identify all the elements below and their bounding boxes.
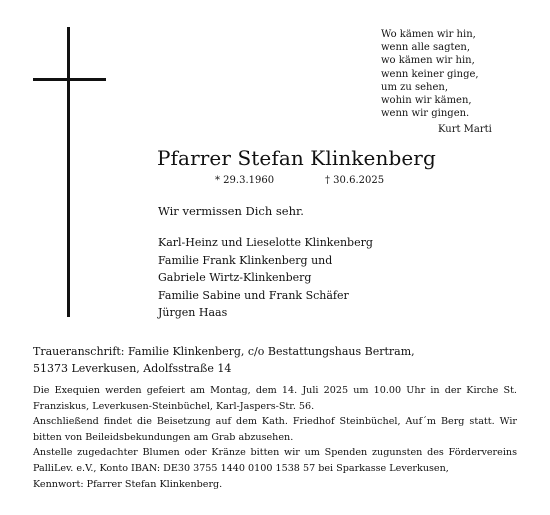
poem-line: wenn alle sagten, [381,42,471,54]
donation-keyword: Kennwort: Pfarrer Stefan Klinkenberg. [33,478,223,490]
mourner-entry: Gabriele Wirtz-Klinkenberg [158,271,312,284]
service-information [33,383,517,492]
poem-line: wenn keiner ginge, [381,68,479,80]
poem [381,28,531,120]
mourner-entry: Familie Frank Klinkenberg und [158,253,333,267]
mourning-address [33,343,415,377]
mourner-entry: Karl-Heinz und Lieselotte Klinkenberg [158,236,373,249]
poem-line: wenn wir gingen. [381,108,470,120]
poem-line: wo kämen wir hin, [381,55,475,67]
donation-text: Anstelle zugedachter Blumen oder Kränze bitten wir um Spenden zugunsten des Fördervereins PalliLev. e.V., Konto IBAN: DE30 3755 1440 0100 1538 57 bei Sparkasse Leverkusen, [33,447,517,474]
poem-line: wohin wir kämen, [381,95,472,107]
address-line: Traueranschrift: Familie Klinkenberg, c/o Bestattungshaus Bertram, [33,345,415,358]
exequien-text: Die Exequien werden gefeiert am Montag, dem 14. Juli 2025 um 10.00 Uhr in der Kirche St. Franziskus, Leverkusen-Steinbüchel, Karl-Jaspers-Str. 56. [33,385,517,412]
poem-line: um zu sehen, [381,81,449,93]
poem-line: Wo kämen wir hin, [381,29,476,40]
cross-icon-vertical-beam [67,27,70,317]
mourning-message: Wir vermissen Dich sehr. [158,204,304,218]
birth-date: * 29.3.1960 [215,175,275,186]
death-date: † 30.6.2025 [325,175,385,186]
mourner-entry: Familie Sabine und Frank Schäfer [158,288,349,302]
poem-author: Kurt Marti [438,124,492,135]
address-line: 51373 Leverkusen, Adolfsstraße 14 [33,362,232,375]
cross-icon-horizontal-beam [33,78,106,81]
mourners-list [158,234,373,322]
deceased-name: Pfarrer Stefan Klinkenberg [157,146,436,170]
burial-text: Anschließend findet die Beisetzung auf dem Kath. Friedhof Steinbüchel, Auf´m Berg statt. Wir bitten von Beileidsbekundungen am Grab abzusehen. [33,416,517,443]
mourner-entry: Jürgen Haas [158,306,228,319]
